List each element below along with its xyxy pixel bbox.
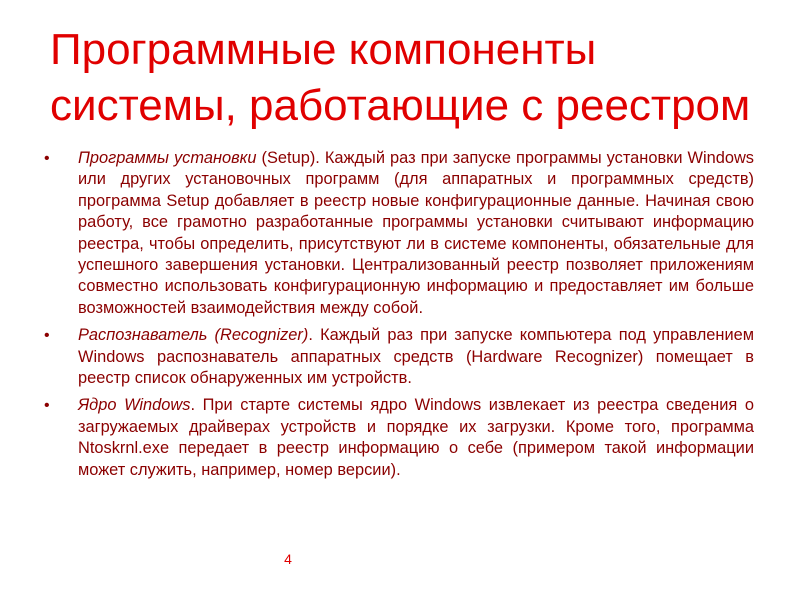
bullet-term: Программы установки bbox=[78, 149, 257, 167]
bullet-text: . Каждый раз при запуске компьютера под управлением Windows распознаватель аппаратных средств (Hardware Recognizer) помещает в реестр список обнаруженных им устройств. bbox=[78, 326, 754, 388]
page-number: 4 bbox=[284, 551, 292, 567]
bullet-marker: • bbox=[44, 327, 50, 345]
bullet-text: (Setup). Каждый раз при запуске программы установки Windows или других установочных программ (для аппаратных и программных средств) программа Setup добавляет в реестр новые конфигурационные данные. Начиная свою работу, все грамотно разработанные программы установки считывают информацию реестра, чтобы определить, присутствуют ли в системе компоненты, обязательные для успешного завершения установки. Централизованный реестр позволяет приложениям совместно использовать конфигурационную информацию и предоставляет им больше возможностей взаимодействия между собой. bbox=[78, 149, 754, 317]
bullet-text: . При старте системы ядро Windows извлекает из реестра сведения о загружаемых драйверах устройств и порядке их загрузки. Кроме того, программа Ntoskrnl.exe передает в реестр информацию о себе (примером такой информации может служить, например, номер версии). bbox=[78, 396, 754, 479]
slide-title: Программные компоненты системы, работающие с реестром bbox=[50, 25, 751, 130]
bullet-item-setup bbox=[42, 148, 754, 319]
bullet-item-recognizer bbox=[42, 325, 754, 389]
bullet-term: Распознаватель (Recognizer) bbox=[78, 326, 309, 345]
bullet-list bbox=[42, 148, 754, 487]
bullet-term: Ядро Windows bbox=[78, 396, 191, 415]
bullet-marker: • bbox=[44, 397, 50, 415]
bullet-item-kernel bbox=[42, 395, 754, 481]
bullet-marker: • bbox=[44, 150, 50, 167]
